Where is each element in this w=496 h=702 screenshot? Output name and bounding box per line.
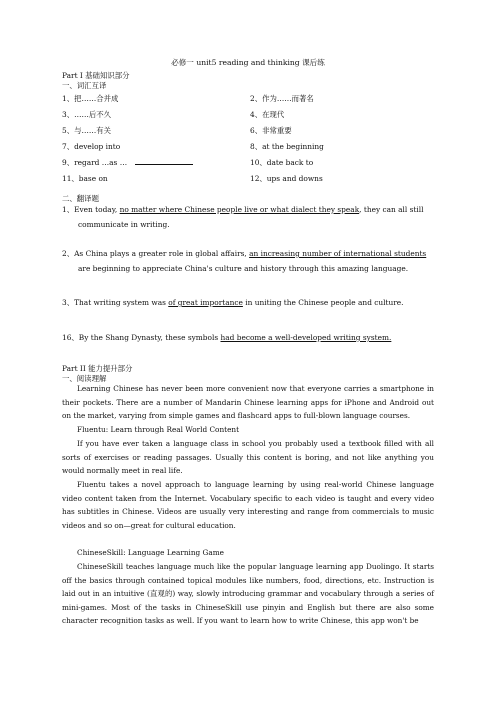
vocab-item-9-text: 9、regard …as …	[62, 158, 128, 167]
vocab-item-11: 11、base on	[62, 174, 108, 183]
reading-paragraph-2: If you have ever taken a language class in school you probably used a textbook filled with all sorts of exercises or reading passages. Usually this content is boring, and not like anything you would normally meet in real life.	[62, 439, 434, 476]
vocab-item-7: 7、develop into	[62, 142, 121, 151]
translation-3-underlined: of great importance	[168, 298, 243, 307]
translation-1-pre: 1、Even today,	[62, 205, 120, 214]
translation-2-cont: are beginning to appreciate China's culture and history through this amazing language.	[78, 264, 409, 273]
vocab-item-6: 6、非常重要	[250, 126, 292, 135]
vocab-item-1: 1、把……合并成	[62, 94, 119, 103]
translation-3-pre: 3、That writing system was	[62, 298, 169, 307]
answer-blank	[135, 158, 193, 165]
translation-1-cont: communicate in writing.	[78, 220, 170, 229]
translation-3	[62, 298, 404, 308]
vocab-item-4: 4、在现代	[250, 110, 285, 119]
vocab-item-2: 2、作为……而著名	[250, 94, 314, 103]
part1-heading: Part I 基础知识部分	[62, 71, 130, 80]
reading-paragraph-3: Fluentu takes a novel approach to language learning by using real-world Chinese language video content taken from the Internet. Vocabulary specific to each video is taught and every video has subtitles in Chinese. Videos are usually very interesting and range from commercials to music videos and so on—great for cultural education.	[62, 480, 434, 530]
translation-2-underlined: an increasing number of international students	[249, 249, 427, 258]
translation-3-post: in uniting the Chinese people and culture.	[242, 298, 404, 307]
reading-subheading-chineseskill: ChineseSkill: Language Learning Game	[77, 548, 224, 557]
vocab-item-8: 8、at the beginning	[250, 142, 324, 151]
translation-1	[62, 205, 424, 215]
vocab-item-12: 12、ups and downs	[250, 174, 323, 183]
doc-title: 必修一 unit5 reading and thinking 课后练	[171, 58, 325, 67]
vocab-item-5: 5、与……有关	[62, 126, 112, 135]
translation-4-pre: 16、By the Shang Dynasty, these symbols	[62, 333, 221, 342]
translation-1-post: , they can all still	[359, 205, 424, 214]
translation-1-underlined: no matter where Chinese people live or what dialect they speak	[119, 205, 360, 214]
translation-2-pre: 2、As China plays a greater role in global affairs,	[62, 249, 250, 258]
translation-4	[62, 333, 391, 343]
translation-2	[62, 249, 426, 259]
translation-4-underlined: had become a well-developed writing system.	[220, 333, 392, 342]
part2-heading: Part II 能力提升部分	[62, 364, 133, 373]
section-vocab-heading: 一、词汇互译	[62, 81, 107, 90]
vocab-item-9	[62, 158, 193, 168]
reading-paragraph-1: Learning Chinese has never been more convenient now that everyone carries a smartphone in their pockets. There are a number of Mandarin Chinese learning apps for iPhone and Android out on the market, varying from simple games and flashcard apps to full-blown language courses.	[62, 384, 434, 421]
section-reading-heading: 一、阅读理解	[62, 374, 107, 383]
vocab-item-3: 3、……后不久	[62, 110, 112, 119]
vocab-item-10: 10、date back to	[250, 158, 314, 167]
reading-subheading-fluentu: Fluentu: Learn through Real World Content	[77, 425, 240, 434]
reading-paragraph-4: ChineseSkill teaches language much like the popular language learning app Duolingo. It starts off the basics through contained topical modules like numbers, food, directions, etc. Instruction is laid out in an intuitive (直观的) way, slowly introducing grammar and vocabulary through a series of mini-games. Most of the tasks in ChineseSkill use pinyin and English but there are also some character recognition tasks as well. If you want to learn how to write Chinese, this app won't be	[62, 562, 434, 626]
section-translation-heading: 二、翻译题	[62, 194, 99, 203]
